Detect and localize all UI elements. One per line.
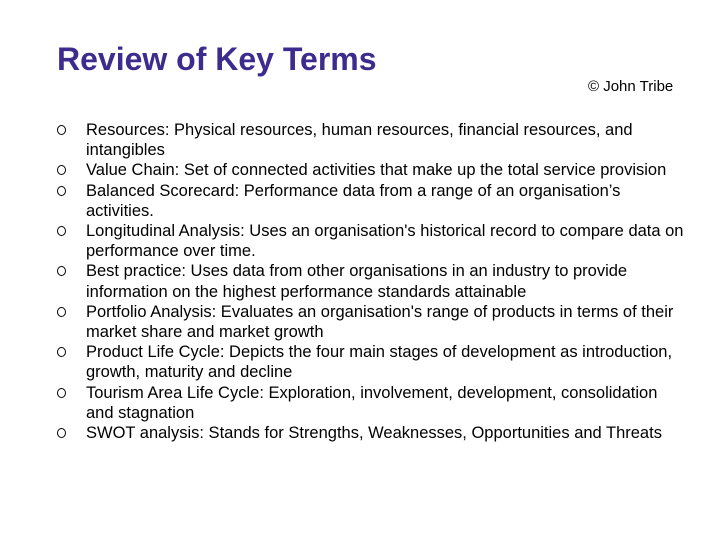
hollow-circle-bullet-icon: [57, 347, 66, 357]
term-text: Resources: Physical resources, human resources, financial resources, and intangibles: [86, 121, 633, 160]
slide-title: Review of Key Terms: [57, 41, 377, 77]
term-item-swot-analysis: [57, 423, 687, 443]
hollow-circle-bullet-icon: [57, 266, 66, 276]
term-item-resources: [57, 120, 687, 160]
hollow-circle-bullet-icon: [57, 186, 66, 196]
term-text: Balanced Scorecard: Performance data from a range of an organisation’s activities.: [86, 181, 621, 220]
term-item-balanced-scorecard: [57, 181, 687, 221]
term-text: Tourism Area Life Cycle: Exploration, involvement, development, consolidation and stagnation: [86, 383, 658, 422]
term-item-longitudinal-analysis: [57, 221, 687, 261]
term-text: Longitudinal Analysis: Uses an organisation's historical record to compare data on performance over time.: [86, 222, 684, 261]
term-item-best-practice: [57, 261, 687, 301]
term-item-product-life-cycle: [57, 342, 687, 382]
hollow-circle-bullet-icon: [57, 226, 66, 236]
term-text: Value Chain: Set of connected activities that make up the total service provision: [86, 161, 667, 180]
hollow-circle-bullet-icon: [57, 165, 66, 175]
hollow-circle-bullet-icon: [57, 307, 66, 317]
term-item-portfolio-analysis: [57, 302, 687, 342]
term-item-tourism-area-life-cycle: [57, 383, 687, 423]
hollow-circle-bullet-icon: [57, 388, 66, 398]
key-terms-list: [57, 120, 687, 443]
term-text: SWOT analysis: Stands for Strengths, Weaknesses, Opportunities and Threats: [86, 424, 662, 443]
term-item-value-chain: [57, 160, 687, 180]
copyright-notice: © John Tribe: [588, 78, 674, 95]
hollow-circle-bullet-icon: [57, 428, 66, 438]
term-text: Best practice: Uses data from other organisations in an industry to provide information on the highest performance standards attainable: [86, 262, 628, 301]
hollow-circle-bullet-icon: [57, 125, 66, 135]
term-text: Product Life Cycle: Depicts the four main stages of development as introduction, growth, maturity and decline: [86, 343, 673, 382]
term-text: Portfolio Analysis: Evaluates an organisation's range of products in terms of their market share and market growth: [86, 302, 674, 342]
